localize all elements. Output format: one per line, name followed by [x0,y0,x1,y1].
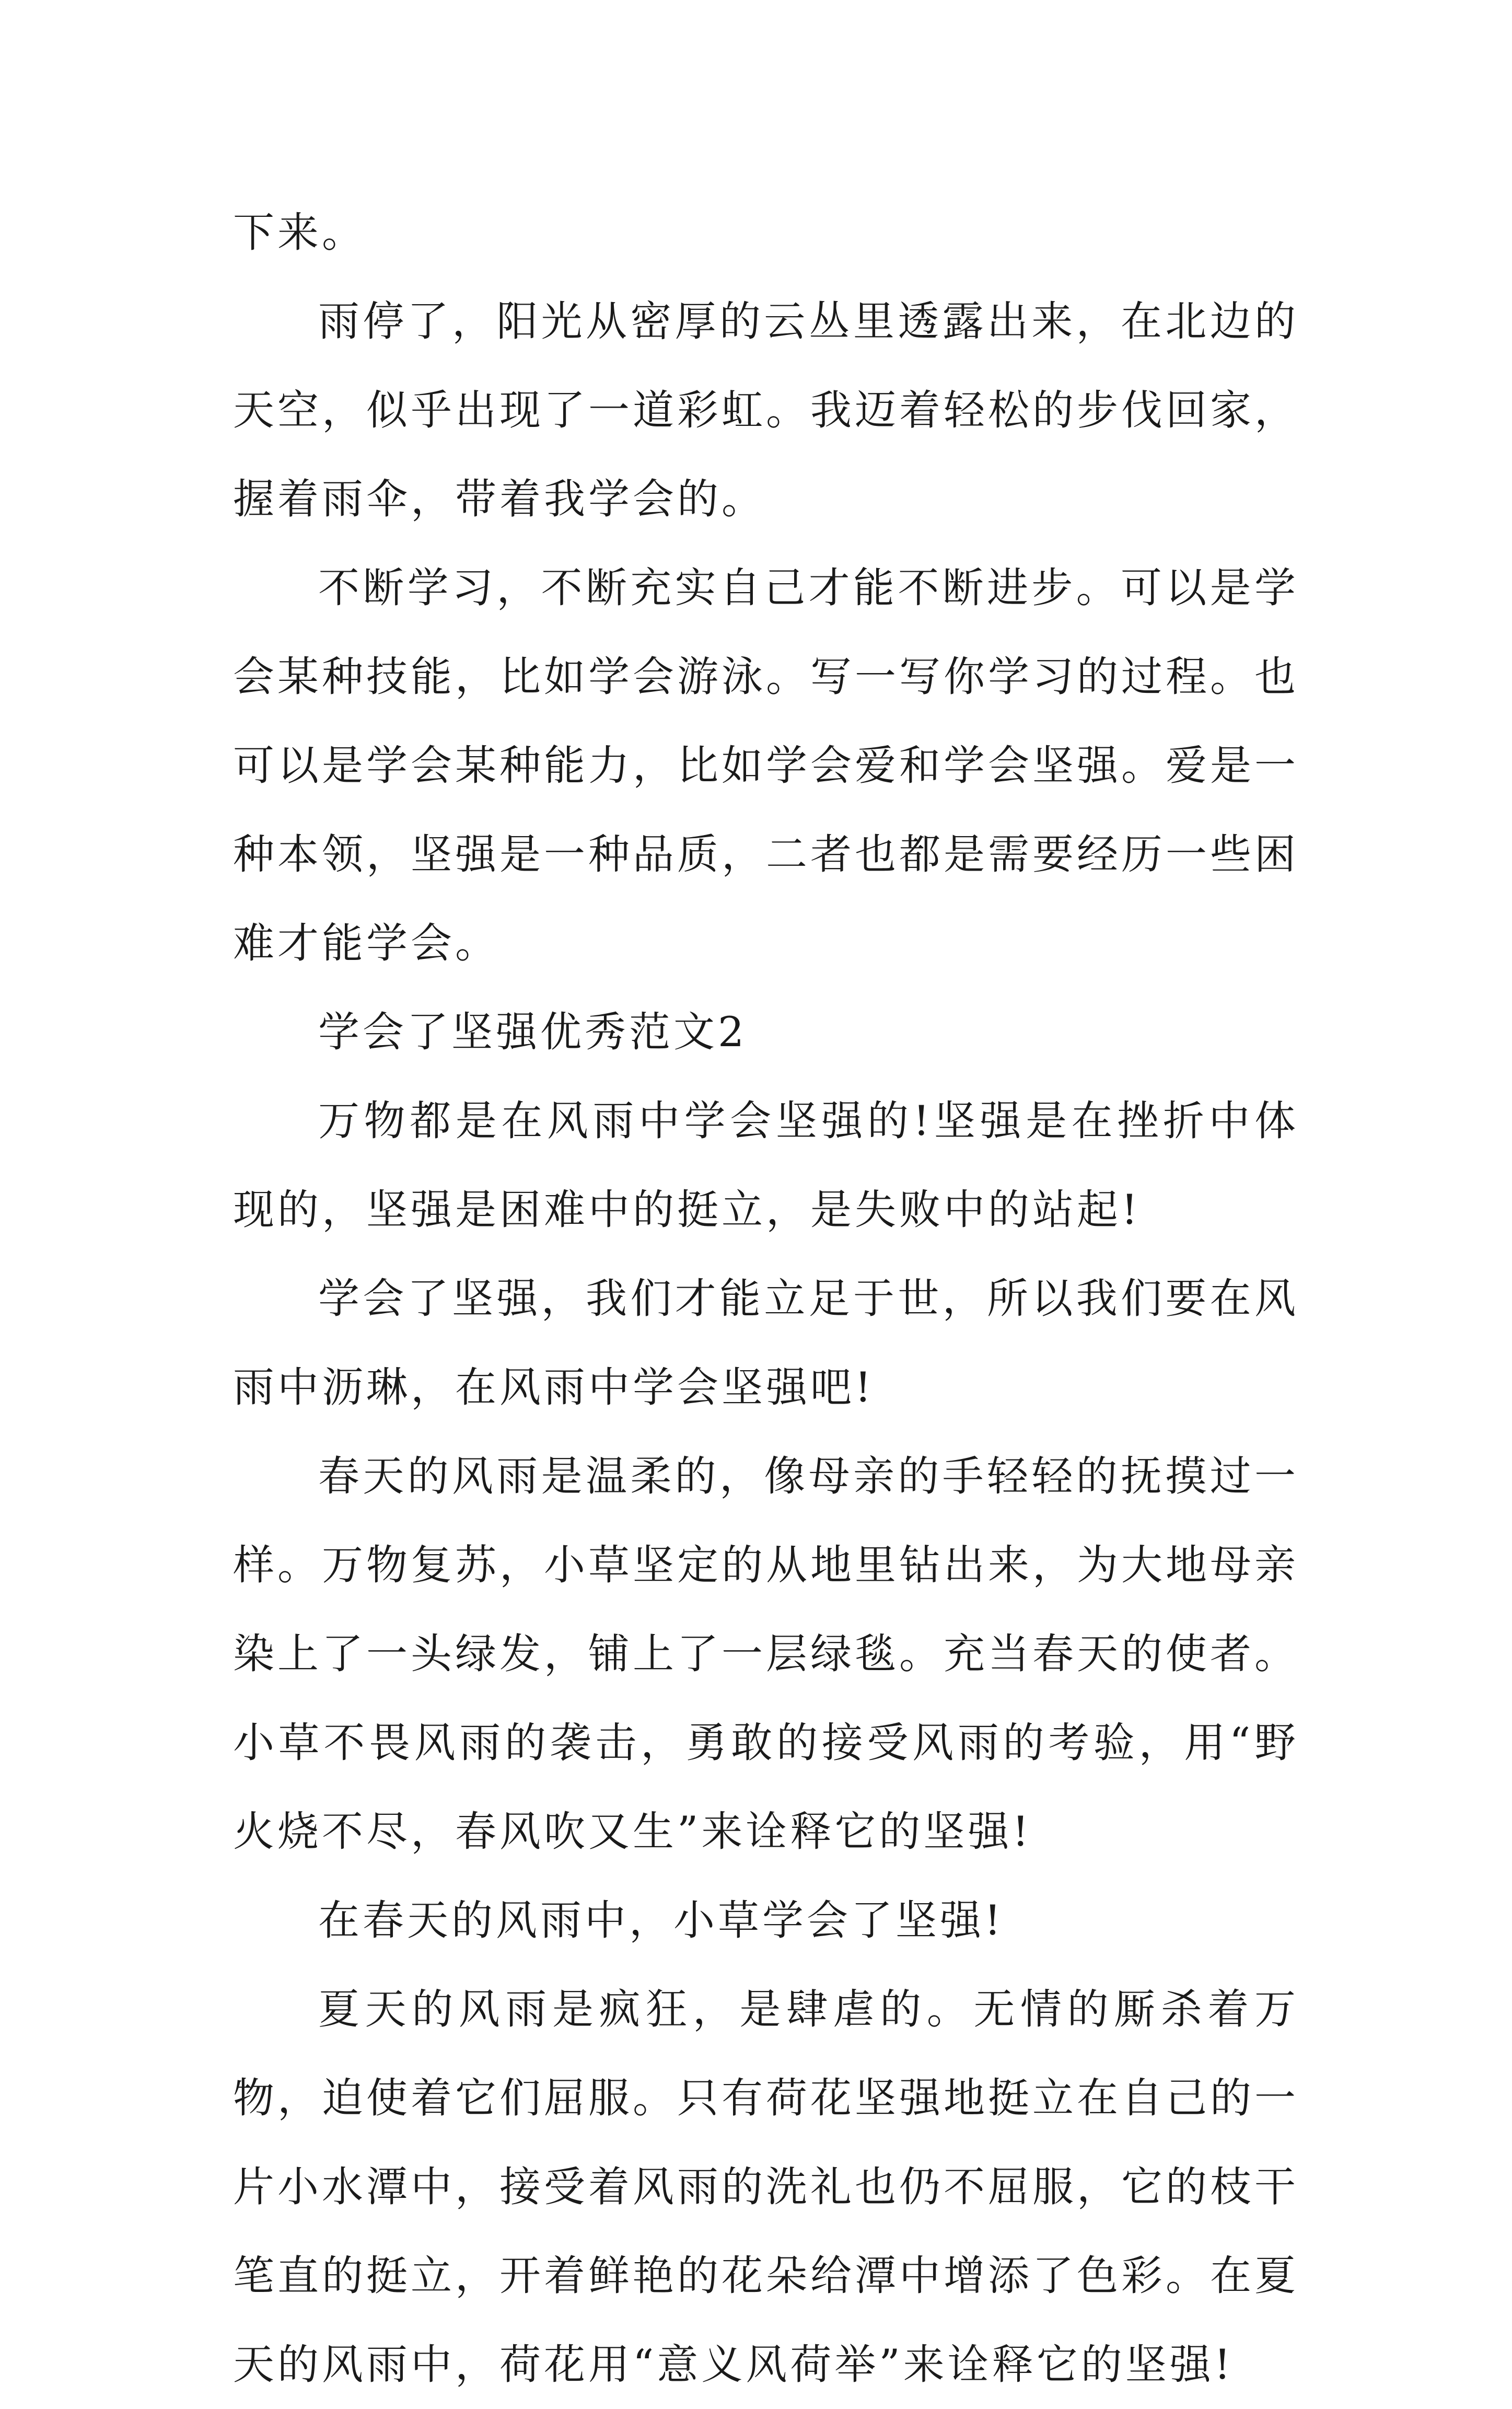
section-heading: 学会了坚强优秀范文2 [318,1008,748,1056]
paragraph-continuation: 下来。 [233,209,366,257]
paragraph: 在春天的风雨中，小草学会了坚强! [318,1896,1004,1944]
paragraph: 学会了坚强，我们才能立足于世，所以我们要在风雨中沥琳，在风雨中学会坚强吧! [233,1275,1299,1411]
paragraph: 雨停了，阳光从密厚的云丛里透露出来，在北边的天空，似乎出现了一道彩虹。我迈着轻松的步伐回家，握着雨伞，带着我学会的。 [233,297,1299,523]
paragraph: 夏天的风雨是疯狂，是肆虐的。无情的厮杀着万物，迫使着它们屈服。只有荷花坚强地挺立在自己的一片小水潭中，接受着风雨的洗礼也仍不屈服，它的枝干笔直的挺立，开着鲜艳的花朵给潭中增添了色彩。在夏天的风雨中，荷花用“意义风荷举”来诠释它的坚强! [233,1985,1299,2389]
document-body [233,188,1299,2409]
paragraph: 万物都是在风雨中学会坚强的!坚强是在挫折中体现的，坚强是困难中的挺立，是失败中的站起! [233,1097,1299,1234]
paragraph: 春天的风雨是温柔的，像母亲的手轻轻的抚摸过一样。万物复苏，小草坚定的从地里钻出来，为大地母亲染上了一头绿发，铺上了一层绿毯。充当春天的使者。小草不畏风雨的袭击，勇敢的接受风雨的考验，用“野火烧不尽，春风吹又生”来诠释它的坚强! [233,1452,1299,1856]
paragraph: 不断学习，不断充实自己才能不断进步。可以是学会某种技能，比如学会游泳。写一写你学习的过程。也可以是学会某种能力，比如学会爱和学会坚强。爱是一种本领，坚强是一种品质，二者也都是需要经历一些困难才能学会。 [233,564,1299,967]
